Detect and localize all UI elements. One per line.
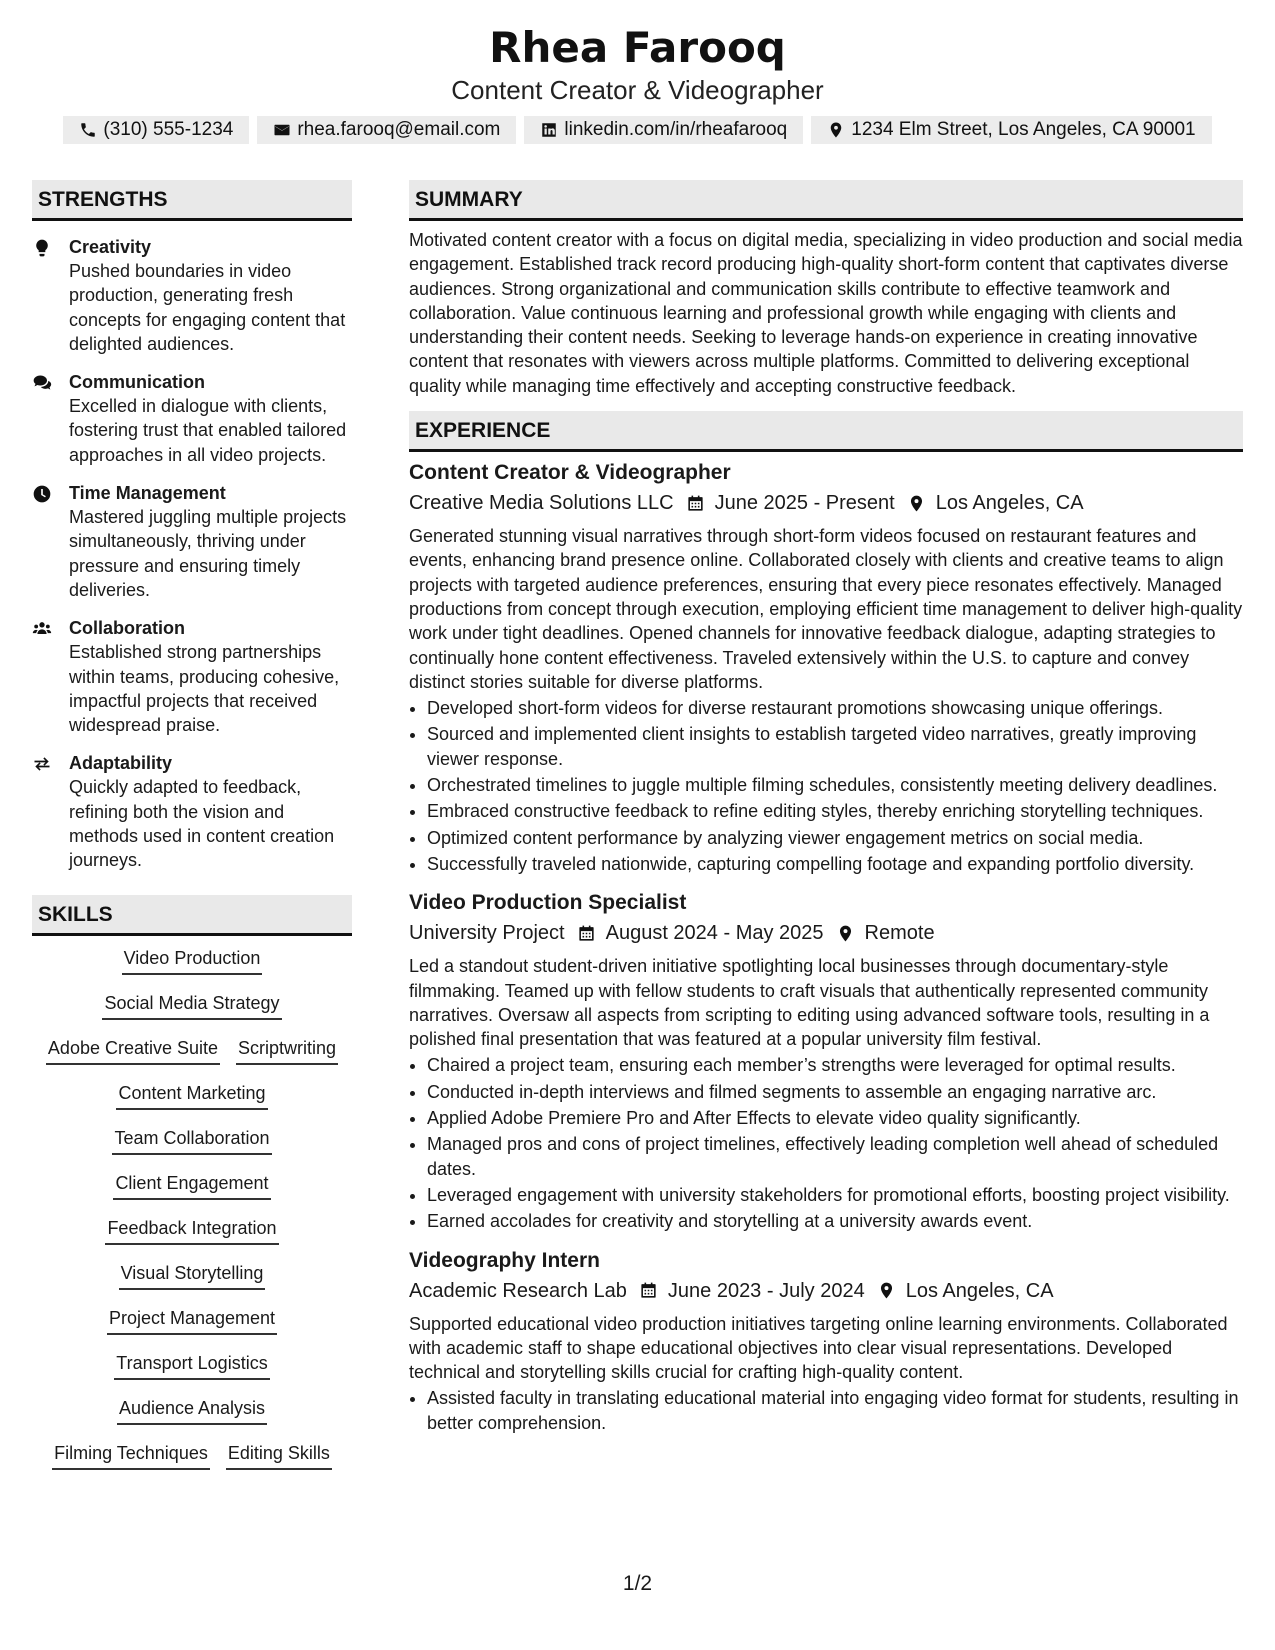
- candidate-name: Rhea Farooq: [489, 23, 786, 72]
- strength-desc: Excelled in dialogue with clients, fostering trust that enabled tailored approaches in all video projects.: [69, 396, 347, 465]
- summary-text: Motivated content creator with a focus on digital media, specializing in video production and social media engagement. Established track record producing high-quality short-form content that captivates diverse audiences. Strong organizational and communication skills contribute to effective teamwork and collaboration. Value continuous learning and professional growth while engaging with clients and understanding their content needs. Seeking to leverage hands-on experience in creating innovative content that resonates with viewers across multiple platforms. Committed to delivering exceptional quality while managing time effectively and accepting constructive feedback.: [409, 230, 1243, 396]
- job-description: Supported educational video production initiatives targeting online learning environments. Collaborated with academic staff to shape educational objectives into clear visual representations. Developed technical and storytelling skills crucial for crafting high-quality content.: [409, 1313, 1228, 1383]
- job-bullet: • Applied Adobe Premiere Pro and After Effects to elevate video quality significantly.: [427, 1106, 1243, 1130]
- page-number: 1/2: [622, 1572, 653, 1595]
- skill-tag: Adobe Creative Suite: [46, 1036, 220, 1065]
- skill-row: [32, 1171, 352, 1216]
- skill-row: [32, 1261, 352, 1306]
- job-bullet: • Conducted in-depth interviews and filmed segments to assemble an engaging narrative arc.: [427, 1080, 1243, 1104]
- job-company: Academic Research Lab: [409, 1279, 627, 1302]
- candidate-title: Content Creator & Videographer: [451, 75, 824, 105]
- users-icon: [32, 619, 52, 639]
- skill-tag: Project Management: [107, 1306, 277, 1335]
- skill-row: [32, 991, 352, 1036]
- strengths-heading: STRENGTHS: [32, 180, 352, 221]
- job-location: Los Angeles, CA: [935, 492, 1084, 515]
- job-title: Video Production Specialist: [409, 891, 687, 915]
- clock-icon: [32, 484, 52, 504]
- contact-email[interactable]: [257, 116, 516, 144]
- skill-tag: Client Engagement: [113, 1171, 270, 1200]
- job-title: Videography Intern: [409, 1248, 600, 1272]
- strength-title: Time Management: [69, 483, 226, 504]
- strength-title: Creativity: [69, 237, 152, 257]
- envelope-icon: [273, 121, 291, 139]
- job-description: Generated stunning visual narratives through short-form videos focused on restaurant features and events, enhancing brand presence online. Collaborated closely with clients and creative teams to align projects with targeted audience preferences, ensuring that every piece resonates effectively. Managed productions from concept through execution, employing efficient time management to deliver high-quality work under tight deadlines. Opened channels for innovative feedback dialogue, adapting strategies to continually hone content effectiveness. Traveled extensively within the U.S. to capture and convey distinct stories suitable for diverse platforms.: [409, 526, 1243, 692]
- strength-desc: Pushed boundaries in video production, generating fresh concepts for engaging content that delighted audiences.: [69, 261, 346, 354]
- skills-heading: SKILLS: [32, 895, 352, 936]
- job-dates: August 2024 - May 2025: [605, 922, 824, 945]
- skill-row: [32, 1216, 352, 1261]
- contact-linkedin-text: linkedin.com/in/rheafarooq: [564, 119, 788, 140]
- job-meta: [409, 918, 1243, 948]
- job-location: Remote: [864, 922, 935, 945]
- skill-tag: Team Collaboration: [112, 1126, 271, 1155]
- map-pin-icon: [836, 924, 855, 943]
- summary-heading: SUMMARY: [409, 180, 1243, 221]
- contact-email-text: rhea.farooq@email.com: [297, 119, 501, 140]
- skill-tag: Feedback Integration: [105, 1216, 278, 1245]
- strength-title: Collaboration: [69, 618, 185, 639]
- job-bullets: [409, 696, 1243, 876]
- job-title: Content Creator & Videographer: [409, 461, 731, 485]
- contact-phone[interactable]: [63, 116, 249, 144]
- job-company: University Project: [409, 922, 565, 945]
- skill-tag: Video Production: [122, 946, 263, 975]
- contact-address: [811, 116, 1211, 144]
- map-pin-icon: [877, 1281, 896, 1300]
- left-column: [32, 180, 352, 1486]
- job-dates: June 2025 - Present: [714, 492, 895, 515]
- skill-tag: Audience Analysis: [117, 1396, 267, 1425]
- map-pin-icon: [907, 494, 926, 513]
- skill-row: [32, 1081, 352, 1126]
- job-meta: [409, 1276, 1243, 1306]
- calendar-icon: [577, 924, 596, 943]
- skill-row: [32, 1036, 352, 1081]
- strength-item: [32, 370, 352, 467]
- job-bullet: • Earned accolades for creativity and storytelling at a university awards event.: [427, 1209, 1243, 1233]
- skill-tag: Transport Logistics: [114, 1351, 269, 1380]
- job-bullet: • Leveraged engagement with university stakeholders for promotional efforts, boosting project visibility.: [427, 1183, 1243, 1207]
- calendar-icon: [639, 1281, 658, 1300]
- phone-icon: [79, 121, 97, 139]
- skills-list: [32, 946, 352, 1486]
- job-bullet: • Sourced and implemented client insights to establish targeted video narratives, greatly improving viewer response.: [427, 722, 1243, 771]
- skill-tag: Visual Storytelling: [119, 1261, 266, 1290]
- experience-heading: EXPERIENCE: [409, 411, 1243, 452]
- job-bullet: • Successfully traveled nationwide, capturing compelling footage and expanding portfolio diversity.: [427, 852, 1243, 876]
- map-pin-icon: [827, 121, 845, 139]
- resume-header: [0, 0, 1275, 144]
- job-bullet: • Orchestrated timelines to juggle multiple filming schedules, consistently meeting delivery deadlines.: [427, 773, 1243, 797]
- job-company: Creative Media Solutions LLC: [409, 492, 674, 515]
- linkedin-icon: [540, 121, 558, 139]
- comments-icon: [32, 373, 52, 393]
- experience-list: [409, 458, 1243, 1435]
- job-bullet: • Assisted faculty in translating educational material into engaging video format for students, resulting in better comprehension.: [427, 1386, 1243, 1435]
- lightbulb-icon: [32, 238, 52, 258]
- skill-row: [32, 1396, 352, 1441]
- contact-linkedin[interactable]: [524, 116, 803, 144]
- job-location: Los Angeles, CA: [905, 1279, 1054, 1302]
- skill-tag: Editing Skills: [226, 1441, 332, 1470]
- contact-address-text: 1234 Elm Street, Los Angeles, CA 90001: [851, 119, 1196, 140]
- skill-tag: Social Media Strategy: [102, 991, 281, 1020]
- skill-row: [32, 946, 352, 991]
- skill-row: [32, 1306, 352, 1351]
- skill-tag: Filming Techniques: [52, 1441, 210, 1470]
- strength-item: [32, 751, 352, 872]
- strength-title: Communication: [69, 372, 206, 393]
- job-bullet: • Chaired a project team, ensuring each member’s strengths were leveraged for optimal results.: [427, 1053, 1243, 1077]
- job-dates: June 2023 - July 2024: [667, 1279, 865, 1302]
- skill-row: [32, 1441, 352, 1486]
- job-bullets: [409, 1386, 1243, 1435]
- calendar-icon: [686, 494, 705, 513]
- strength-desc: Quickly adapted to feedback, refining both the vision and methods used in content creation journeys.: [69, 777, 335, 871]
- strength-desc: Established strong partnerships within teams, producing cohesive, impactful projects that received widespread praise.: [69, 642, 340, 736]
- strength-desc: Mastered juggling multiple projects simultaneously, thriving under pressure and ensuring timely deliveries.: [69, 507, 347, 600]
- job-bullet: • Optimized content performance by analyzing viewer engagement metrics on social media.: [427, 826, 1243, 850]
- job-entry: [409, 458, 1243, 876]
- skill-row: [32, 1126, 352, 1171]
- skill-row: [32, 1351, 352, 1396]
- skill-tag: Content Marketing: [116, 1081, 267, 1110]
- contact-phone-text: (310) 555-1234: [103, 119, 234, 140]
- strength-item: [32, 235, 352, 356]
- job-entry: [409, 888, 1243, 1233]
- skill-tag: Scriptwriting: [236, 1036, 338, 1065]
- strength-item: [32, 481, 352, 602]
- strength-item: [32, 616, 352, 737]
- job-description: Led a standout student-driven initiative spotlighting local businesses through documentary-style filmmaking. Teamed up with fellow students to craft visuals that authentically represented community narratives. Oversaw all aspects from scripting to editing using advanced software tools, resulting in a polished final presentation that was featured at a popular university film festival.: [409, 956, 1210, 1050]
- job-entry: [409, 1246, 1243, 1435]
- job-bullets: [409, 1053, 1243, 1233]
- job-bullet: • Managed pros and cons of project timelines, effectively leading completion well ahead of scheduled dates.: [427, 1132, 1243, 1181]
- strength-title: Adaptability: [69, 753, 173, 774]
- contact-bar: [0, 116, 1275, 144]
- right-column: [409, 180, 1243, 1435]
- arrows-exchange-icon: [32, 754, 52, 774]
- job-meta: [409, 488, 1243, 518]
- job-bullet: • Developed short-form videos for diverse restaurant promotions showcasing unique offerings.: [427, 696, 1243, 720]
- job-bullet: • Embraced constructive feedback to refine editing styles, thereby enriching storytelling techniques.: [427, 799, 1243, 823]
